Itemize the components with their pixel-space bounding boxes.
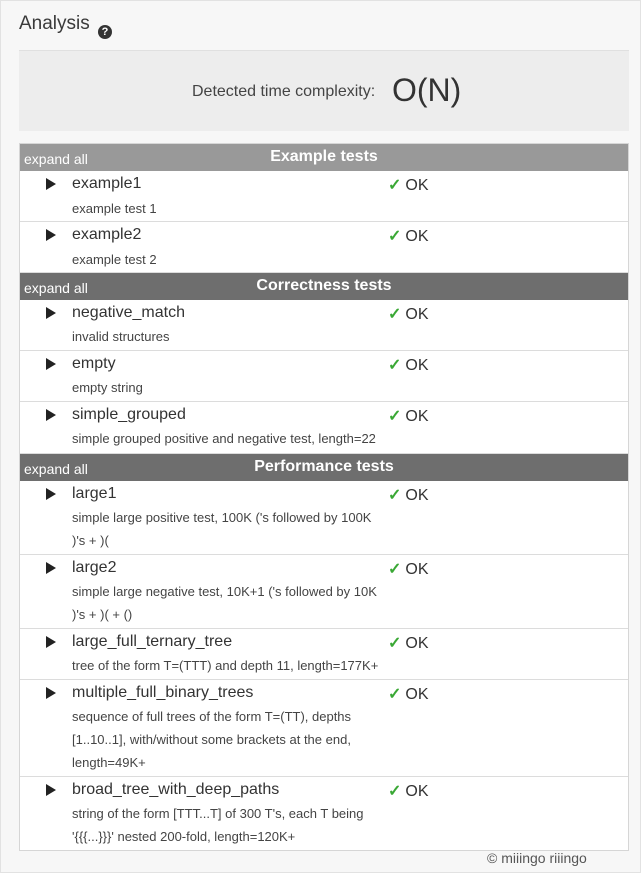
expand-all-link[interactable]: expand all <box>24 461 88 477</box>
test-row[interactable] <box>20 222 628 273</box>
test-name: simple_grouped <box>72 406 186 423</box>
test-desc: example test 2 <box>72 252 157 267</box>
check-icon: ✓ <box>388 783 402 800</box>
test-desc: example test 1 <box>72 201 157 216</box>
test-row[interactable] <box>20 171 628 222</box>
group-title: Example tests <box>270 148 378 165</box>
test-desc: simple large positive test, 100K ('s followed by 100K )'s + )( <box>72 510 372 548</box>
test-name: negative_match <box>72 304 185 321</box>
analysis-title: Analysis <box>19 13 90 34</box>
test-status: ✓ OK <box>388 177 429 194</box>
complexity-value: O(N) <box>392 72 462 108</box>
check-icon: ✓ <box>388 177 402 194</box>
test-name: example1 <box>72 175 142 192</box>
test-name: large2 <box>72 559 117 576</box>
complexity-box <box>19 50 629 131</box>
group-title: Correctness tests <box>256 277 392 294</box>
tests-table <box>19 143 629 851</box>
help-icon[interactable]: ? <box>98 25 112 39</box>
footer-credit: © miiingo riiingo <box>487 850 587 866</box>
test-desc: simple grouped positive and negative test, length=22 <box>72 431 376 446</box>
test-desc: sequence of full trees of the form T=(TT), depths [1..10..1], with/without some brackets at the end, length=49K+ <box>72 709 352 770</box>
test-status: ✓ OK <box>388 306 429 323</box>
check-icon: ✓ <box>388 357 402 374</box>
test-status: ✓ OK <box>388 635 429 652</box>
check-icon: ✓ <box>388 487 402 504</box>
test-name: large_full_ternary_tree <box>72 633 233 650</box>
group-title: Performance tests <box>254 458 394 475</box>
test-desc: invalid structures <box>72 329 170 344</box>
test-desc: string of the form [TTT...T] of 300 T's, each T being '{{{...}}}' nested 200-fold, length=120K+ <box>72 806 364 844</box>
expand-arrow-icon[interactable] <box>46 229 56 241</box>
group-header-performance <box>20 454 628 481</box>
test-name: large1 <box>72 485 117 502</box>
test-desc: simple large negative test, 10K+1 ('s followed by 10K )'s + )( + () <box>72 584 377 622</box>
test-row[interactable] <box>20 351 628 402</box>
analysis-header <box>19 13 112 43</box>
group-header-correctness <box>20 273 628 300</box>
test-row[interactable] <box>20 481 628 555</box>
expand-all-link[interactable]: expand all <box>24 151 88 167</box>
expand-arrow-icon[interactable] <box>46 178 56 190</box>
test-desc: empty string <box>72 380 143 395</box>
test-desc: tree of the form T=(TTT) and depth 11, length=177K+ <box>72 658 379 673</box>
test-status: ✓ OK <box>388 357 429 374</box>
test-name: example2 <box>72 226 142 243</box>
test-name: multiple_full_binary_trees <box>72 684 254 701</box>
test-row[interactable] <box>20 555 628 629</box>
expand-arrow-icon[interactable] <box>46 307 56 319</box>
check-icon: ✓ <box>388 408 402 425</box>
group-header-example <box>20 144 628 171</box>
test-row[interactable] <box>20 300 628 351</box>
test-status: ✓ OK <box>388 487 429 504</box>
test-status: ✓ OK <box>388 686 429 703</box>
expand-arrow-icon[interactable] <box>46 784 56 796</box>
expand-arrow-icon[interactable] <box>46 562 56 574</box>
check-icon: ✓ <box>388 686 402 703</box>
expand-arrow-icon[interactable] <box>46 488 56 500</box>
check-icon: ✓ <box>388 228 402 245</box>
test-row[interactable] <box>20 777 628 850</box>
test-status: ✓ OK <box>388 561 429 578</box>
test-status: ✓ OK <box>388 228 429 245</box>
test-status: ✓ OK <box>388 783 429 800</box>
expand-all-link[interactable]: expand all <box>24 280 88 296</box>
complexity-label: Detected time complexity: <box>192 83 376 100</box>
check-icon: ✓ <box>388 635 402 652</box>
expand-arrow-icon[interactable] <box>46 687 56 699</box>
expand-arrow-icon[interactable] <box>46 358 56 370</box>
expand-arrow-icon[interactable] <box>46 409 56 421</box>
check-icon: ✓ <box>388 306 402 323</box>
test-name: broad_tree_with_deep_paths <box>72 781 280 798</box>
check-icon: ✓ <box>388 561 402 578</box>
expand-arrow-icon[interactable] <box>46 636 56 648</box>
test-row[interactable] <box>20 680 628 777</box>
test-row[interactable] <box>20 402 628 454</box>
test-name: empty <box>72 355 116 372</box>
test-row[interactable] <box>20 629 628 680</box>
test-status: ✓ OK <box>388 408 429 425</box>
